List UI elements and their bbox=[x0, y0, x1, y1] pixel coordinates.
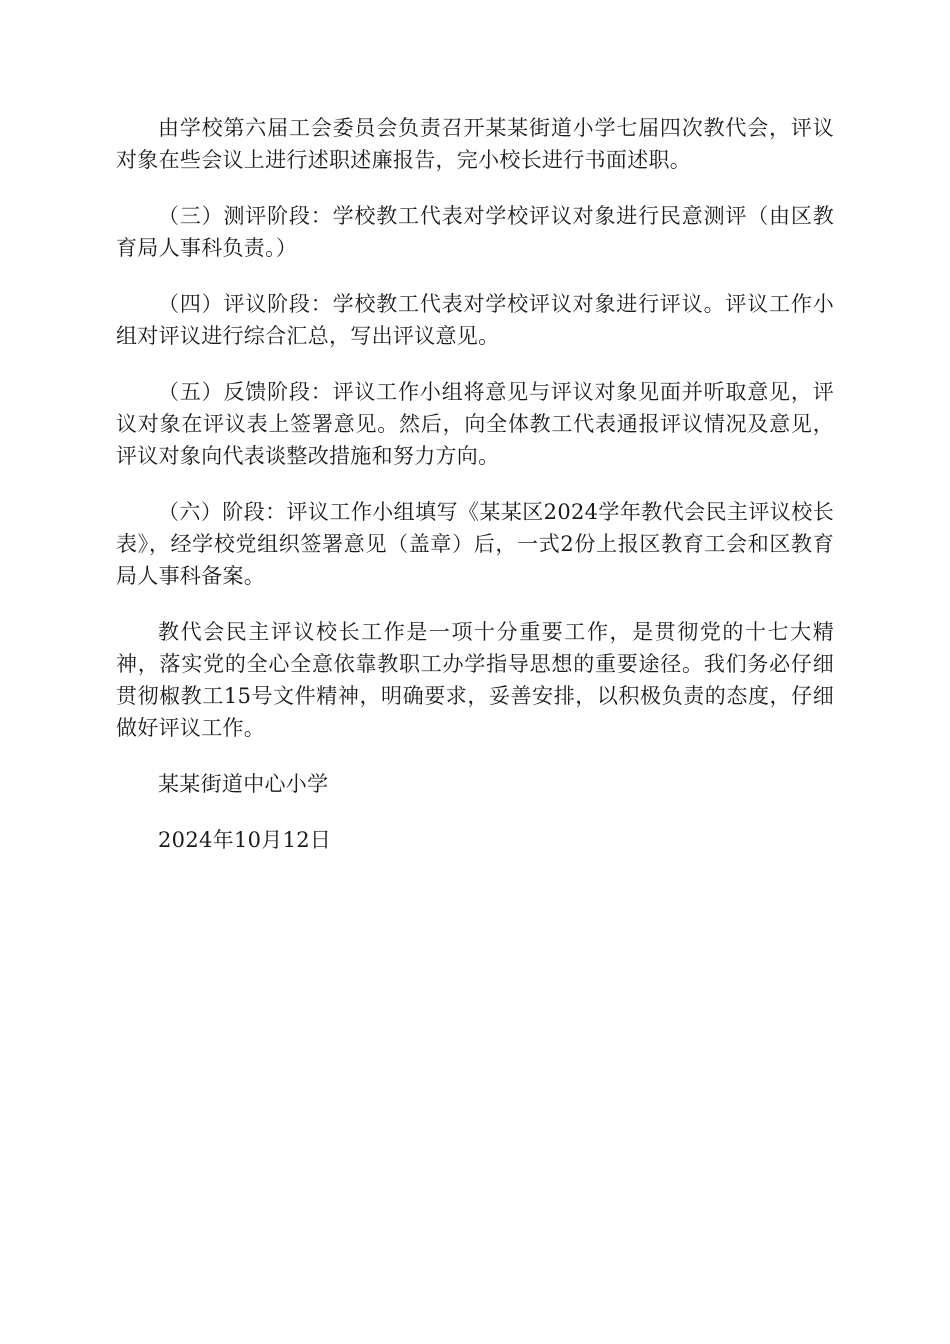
signature-organization: 某某街道中心小学 bbox=[158, 772, 329, 796]
signature-date: 2024年10月12日 bbox=[158, 828, 332, 852]
paragraph-stage-6: （六）阶段：评议工作小组填写《某某区2024学年教代会民主评议校长表》，经学校党组织签署意见（盖章）后，一式2份上报区教育工会和区教育局人事科备案。 bbox=[116, 500, 834, 588]
paragraph-meeting: 由学校第六届工会委员会负责召开某某街道小学七届四次教代会，评议对象在些会议上进行述职述廉报告，完小校长进行书面述职。 bbox=[116, 116, 834, 172]
paragraph-conclusion: 教代会民主评议校长工作是一项十分重要工作，是贯彻党的十七大精神，落实党的全心全意依靠教职工办学指导思想的重要途径。我们务必仔细贯彻椒教工15号文件精神，明确要求，妥善安排，以积极负责的态度，仔细做好评议工作。 bbox=[116, 620, 834, 740]
paragraph-stage-3: （三）测评阶段：学校教工代表对学校评议对象进行民意测评（由区教育局人事科负责。） bbox=[116, 204, 834, 260]
paragraph-stage-4: （四）评议阶段：学校教工代表对学校评议对象进行评议。评议工作小组对评议进行综合汇总，写出评议意见。 bbox=[116, 292, 834, 348]
paragraph-stage-5: （五）反馈阶段：评议工作小组将意见与评议对象见面并听取意见，评议对象在评议表上签署意见。然后，向全体教工代表通报评议情况及意见，评议对象向代表谈整改措施和努力方向。 bbox=[116, 380, 834, 468]
document-body bbox=[116, 112, 834, 880]
